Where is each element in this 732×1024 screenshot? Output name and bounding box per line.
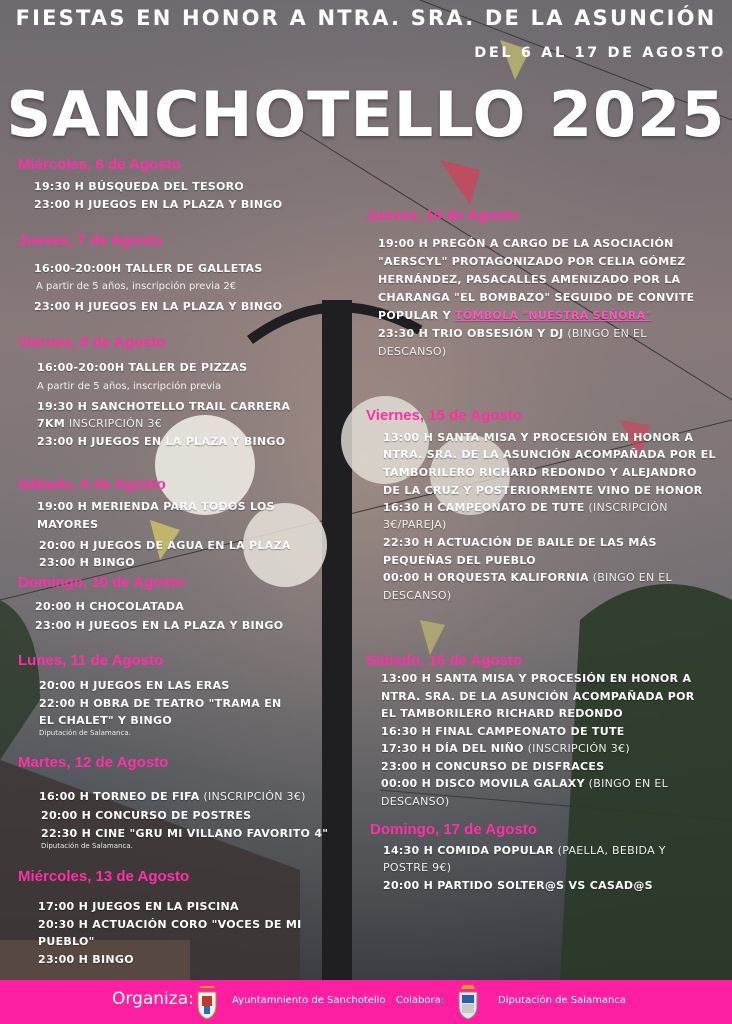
- event: 20:00 H PARTIDO SOLTER@S VS CASAD@S: [383, 879, 653, 892]
- event: [381, 740, 630, 758]
- event: 19:00 H MERIENDA PARA TODOS LOS: [37, 500, 275, 513]
- day-heading-6: Miércoles, 6 de Agosto: [18, 156, 181, 173]
- event: DE LA CRUZ Y POSTERIORMENTE VINO DE HONOR: [383, 484, 703, 497]
- event: 20:00 H JUEGOS DE AGUA EN LA PLAZA: [39, 539, 291, 552]
- event: PEQUEÑAS DEL PUEBLO: [383, 554, 536, 567]
- event: CHARANGA "EL BOMBAZO" SEGUIDO DE CONVITE: [378, 291, 695, 304]
- event: 23:00 H CONCURSO DE DISFRACES: [381, 760, 605, 773]
- event: [383, 859, 451, 877]
- poster-title: SANCHOTELLO 2025: [6, 78, 726, 151]
- event-extra: (BINGO EN EL: [588, 571, 672, 584]
- event: [39, 788, 306, 806]
- event-title: 00:00 H ORQUESTA KALIFORNIA: [383, 571, 589, 584]
- event: [378, 325, 647, 343]
- event: [383, 587, 451, 605]
- event-title: 16:30 H CAMPEONATO DE TUTE: [383, 501, 585, 514]
- event: 20:00 H CONCURSO DE POSTRES: [41, 809, 252, 822]
- day-heading-16: Sábado, 16 de Agosto: [366, 652, 523, 669]
- event: EL TAMBORILERO RICHARD REDONDO: [381, 707, 623, 720]
- day-heading-7: Jueves, 7 de Agosto: [18, 232, 163, 249]
- event-text: POPULAR Y: [378, 309, 456, 322]
- diputacion-crest-icon: [456, 984, 480, 1020]
- event: 23:00 H BINGO: [39, 556, 135, 569]
- event: 20:00 H CHOCOLATADA: [35, 600, 185, 613]
- event: [383, 569, 672, 587]
- event: 17:00 H JUEGOS EN LA PISCINA: [38, 900, 239, 913]
- event: [378, 343, 446, 361]
- day-heading-14: Jueves, 14 de Agosto: [366, 207, 519, 224]
- day-heading-8: Viernes, 8 de Agosto: [18, 334, 166, 351]
- day-heading-13: Miércoles, 13 de Agosto: [18, 868, 190, 885]
- event: "AERSCYL" PROTAGONIZADO POR CELIA GÓMEZ: [378, 255, 686, 268]
- header-festivity: FIESTAS EN HONOR A NTRA. SRA. DE LA ASUNCIÓN: [15, 6, 717, 30]
- event-title: 14:30 H COMIDA POPULAR: [383, 844, 554, 857]
- event-extra: DESCANSO): [378, 345, 447, 358]
- event: 20:30 H ACTUACIÓN CORO "VOCES DE MI: [38, 918, 302, 931]
- event: 23:00 H JUEGOS EN LA PLAZA Y BINGO: [34, 300, 283, 313]
- collaborator-name: Diputación de Salamanca: [498, 995, 627, 1006]
- event: 22:30 H ACTUACIÓN DE BAILE DE LAS MÁS: [383, 536, 657, 549]
- organiza-label: Organiza:: [112, 989, 194, 1009]
- event: 19:30 H SANCHOTELLO TRAIL CARRERA: [37, 400, 291, 413]
- event-fee: INSCRIPCIÓN 3€: [65, 417, 162, 430]
- event: [383, 842, 666, 860]
- event: 23:00 H BINGO: [38, 953, 134, 966]
- event: [383, 516, 447, 534]
- event: MAYORES: [37, 518, 99, 531]
- event: NTRA. SRA. DE LA ASUNCIÓN ACOMPAÑADA POR EL: [383, 448, 716, 461]
- event-title: 16:00 H TORNEO DE FIFA: [39, 790, 200, 803]
- event: 16:30 H FINAL CAMPEONATO DE TUTE: [381, 725, 625, 738]
- event: [381, 793, 449, 811]
- event: 16:00-20:00H TALLER DE PIZZAS: [37, 361, 248, 374]
- event: [383, 499, 668, 517]
- event: 23:00 H JUEGOS EN LA PLAZA Y BINGO: [34, 198, 283, 211]
- event: 22:30 H CINE "GRU MI VILLANO FAVORITO 4": [41, 827, 329, 840]
- event-extra: (PAELLA, BEBIDA Y: [553, 844, 666, 857]
- event-fee: (INSCRIPCIÓN: [584, 501, 668, 514]
- event-title: 23:30 H TRIO OBSESIÓN Y DJ: [378, 327, 564, 340]
- event-fee: 3€/PAREJA): [383, 518, 447, 531]
- footer-bar: [0, 980, 732, 1024]
- event-extra: (BINGO EN EL: [563, 327, 647, 340]
- day-heading-9: Sábado, 9 de Agosto: [18, 476, 166, 493]
- event-extra: DESCANSO): [383, 589, 452, 602]
- day-heading-10: Domingo, 10 de Agosto: [18, 574, 185, 591]
- event-title: 00:00 H DISCO MOVILA GALAXY: [381, 777, 585, 790]
- event: PUEBLO": [38, 935, 95, 948]
- event: NTRA. SRA. DE LA ASUNCIÓN ACOMPAÑADA POR: [381, 690, 695, 703]
- tombola-link: TÓMBOLA "NUESTRA SEÑORA": [455, 309, 652, 322]
- sponsor-note: Diputación de Salamanca.: [39, 729, 131, 737]
- event-fee: (INSCRIPCIÓN 3€): [199, 790, 306, 803]
- event: [381, 775, 668, 793]
- event: 20:00 H JUEGOS EN LAS ERAS: [39, 679, 230, 692]
- organizer-name: Ayuntamniento de Sanchotello: [232, 995, 386, 1006]
- event-distance: 7KM: [37, 417, 66, 430]
- colabora-label: Colabora:: [396, 995, 445, 1006]
- sponsor-note: Diputación de Salamanca.: [41, 842, 133, 850]
- event: 19:00 H PREGÓN A CARGO DE LA ASOCIACIÓN: [378, 237, 674, 250]
- event-note: A partir de 5 años, inscripción previa 2€: [36, 281, 237, 292]
- event: 13:00 H SANTA MISA Y PROCESIÓN EN HONOR A: [381, 672, 692, 685]
- event: 23:00 H JUEGOS EN LA PLAZA Y BINGO: [35, 619, 284, 632]
- day-heading-17: Domingo, 17 de Agosto: [370, 821, 537, 838]
- header-dates: DEL 6 AL 17 DE AGOSTO: [474, 45, 726, 61]
- event: [378, 307, 651, 325]
- event: [37, 415, 162, 433]
- event: 22:00 H OBRA DE TEATRO "TRAMA EN: [39, 697, 282, 710]
- day-heading-15: Viernes, 15 de Agosto: [366, 407, 522, 424]
- event-note: A partir de 5 años, inscripción previa: [37, 381, 222, 392]
- event-extra: DESCANSO): [381, 795, 450, 808]
- event: TAMBORILERO RICHARD REDONDO Y ALEJANDRO: [383, 466, 697, 479]
- event-title: 17:30 H DÍA DEL NIÑO: [381, 742, 524, 755]
- event: 19:30 H BÚSQUEDA DEL TESORO: [34, 180, 245, 193]
- day-heading-11: Lunes, 11 de Agosto: [18, 652, 164, 669]
- event: 23:00 H JUEGOS EN LA PLAZA Y BINGO: [37, 435, 286, 448]
- event: 16:00-20:00H TALLER DE GALLETAS: [34, 262, 263, 275]
- event: 13:00 H SANTA MISA Y PROCESIÓN EN HONOR A: [383, 431, 694, 444]
- event-extra: POSTRE 9€): [383, 861, 452, 874]
- event-fee: (INSCRIPCIÓN 3€): [523, 742, 630, 755]
- event-extra: (BINGO EN EL: [584, 777, 668, 790]
- sanchotello-crest-icon: [195, 984, 219, 1020]
- event: EL CHALET" Y BINGO: [39, 714, 172, 727]
- day-heading-12: Martes, 12 de Agosto: [18, 754, 169, 771]
- event: HERNÁNDEZ, PASACALLES AMENIZADO POR LA: [378, 273, 681, 286]
